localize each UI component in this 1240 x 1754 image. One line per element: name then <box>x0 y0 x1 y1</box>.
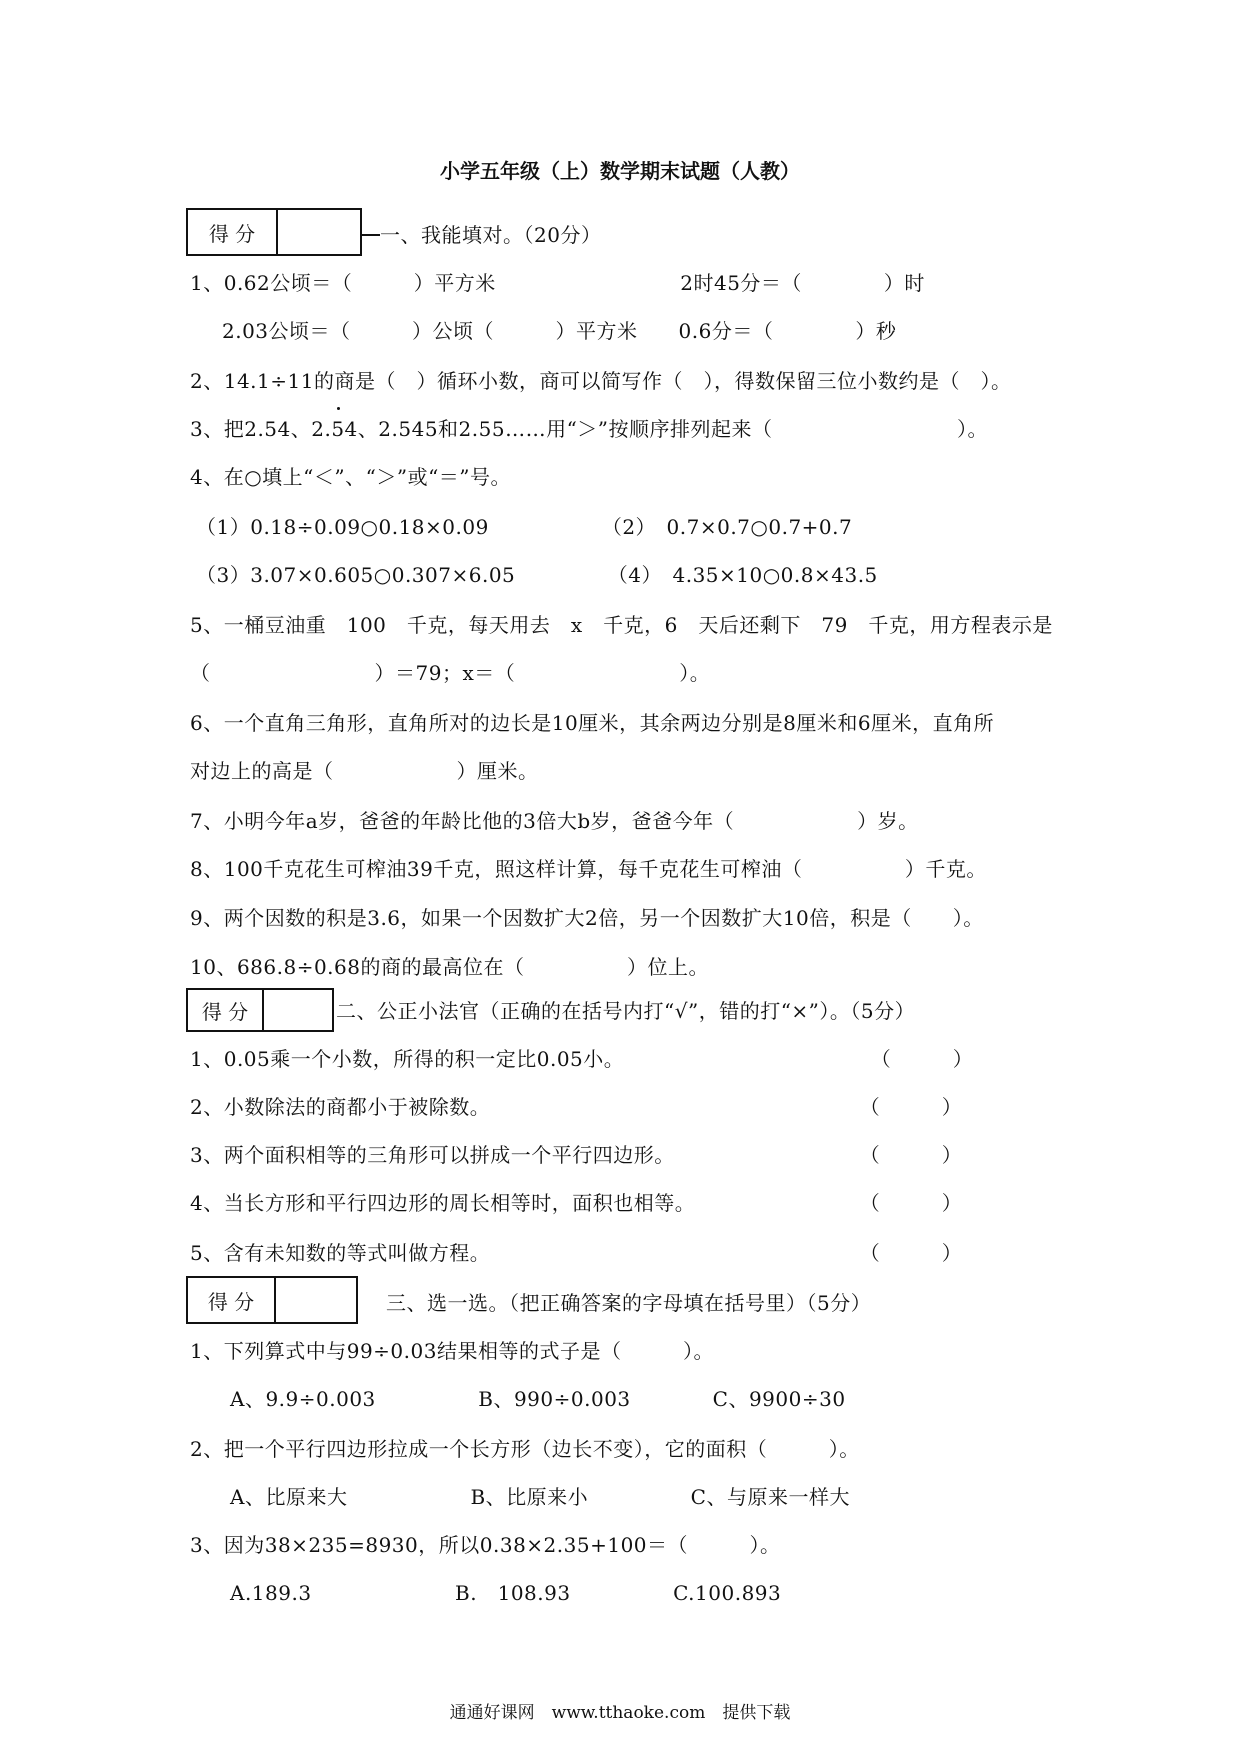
question-line: （ ）＝79；x＝（ ）。 <box>190 661 711 685</box>
score-blank[interactable] <box>264 990 332 1030</box>
score-box-section2 <box>186 988 334 1032</box>
question-line: 4、在○填上“＜”、“＞”或“＝”号。 <box>190 465 512 489</box>
question-line: 2.03公顷＝（ ）公顷（ ）平方米 0.6分＝（ ）秒 <box>222 319 897 343</box>
choice-question: 3、因为38×235=8930，所以0.38×2.35+100＝（ ）。 <box>190 1533 781 1557</box>
question-line: 9、两个因数的积是3.6，如果一个因数扩大2倍，另一个因数扩大10倍，积是（ ）。 <box>190 906 984 930</box>
judgement-line: 4、当长方形和平行四边形的周长相等时，面积也相等。 （ ） <box>190 1191 963 1215</box>
question-line: 6、一个直角三角形，直角所对的边长是10厘米，其余两边分别是8厘米和6厘米，直角所 <box>190 711 995 735</box>
choice-options: A.189.3 B. 108.93 C.100.893 <box>230 1581 782 1605</box>
score-label: 得 分 <box>188 1278 276 1322</box>
question-line: 10、686.8÷0.68的商的最高位在（ ）位上。 <box>190 955 709 979</box>
score-blank[interactable] <box>278 210 360 254</box>
repeating-decimal-dot <box>337 407 340 410</box>
page-title: 小学五年级（上）数学期末试题（人教） <box>440 159 800 183</box>
heading-connector <box>362 234 380 236</box>
question-line: 8、100千克花生可榨油39千克，照这样计算，每千克花生可榨油（ ）千克。 <box>190 857 987 881</box>
page-footer: 通通好课网 www.tthaoke.com 提供下载 <box>449 1703 791 1723</box>
question-line: 对边上的高是（ ）厘米。 <box>190 759 539 783</box>
judgement-line: 5、含有未知数的等式叫做方程。 （ ） <box>190 1241 963 1265</box>
judgement-line: 3、两个面积相等的三角形可以拼成一个平行四边形。 （ ） <box>190 1143 963 1167</box>
judgement-line: 2、小数除法的商都小于被除数。 （ ） <box>190 1095 963 1119</box>
choice-question: 1、下列算式中与99÷0.03结果相等的式子是（ ）。 <box>190 1339 714 1363</box>
section1-heading: 一、我能填对。（20分） <box>380 223 602 247</box>
score-blank[interactable] <box>276 1278 356 1322</box>
score-box-section1 <box>186 208 362 256</box>
score-label: 得 分 <box>188 990 264 1030</box>
question-line: 7、小明今年a岁，爸爸的年龄比他的3倍大b岁，爸爸今年（ ）岁。 <box>190 809 919 833</box>
section3-heading: 三、选一选。（把正确答案的字母填在括号里）（5分） <box>386 1291 872 1315</box>
score-label: 得 分 <box>188 210 278 254</box>
score-box-section3 <box>186 1276 358 1324</box>
question-line: 3、把2.54、2.54、2.545和2.55……用“＞”按顺序排列起来（ ）。 <box>190 417 989 441</box>
choice-options: A、9.9÷0.003 B、990÷0.003 C、9900÷30 <box>230 1387 846 1411</box>
question-line: 2、14.1÷11的商是（ ）循环小数，商可以简写作（ ），得数保留三位小数约是（ ）。 <box>190 369 1012 393</box>
choice-question: 2、把一个平行四边形拉成一个长方形（边长不变），它的面积（ ）。 <box>190 1437 860 1461</box>
choice-options: A、比原来大 B、比原来小 C、与原来一样大 <box>230 1485 850 1509</box>
question-line: （1）0.18÷0.09○0.18×0.09 （2） 0.7×0.7○0.7+0.7 <box>196 515 853 539</box>
judgement-line: 1、0.05乘一个小数，所得的积一定比0.05小。 （ ） <box>190 1047 974 1071</box>
section2-heading: 二、公正小法官（正确的在括号内打“√”，错的打“×”）。（5分） <box>336 999 916 1023</box>
question-line: 1、0.62公顷＝（ ）平方米 2时45分＝（ ）时 <box>190 271 925 295</box>
question-line: 5、一桶豆油重 100 千克，每天用去 x 千克，6 天后还剩下 79 千克，用方程表示是 <box>190 613 1053 637</box>
question-line: （3）3.07×0.605○0.307×6.05 （4） 4.35×10○0.8×43.5 <box>196 563 878 587</box>
